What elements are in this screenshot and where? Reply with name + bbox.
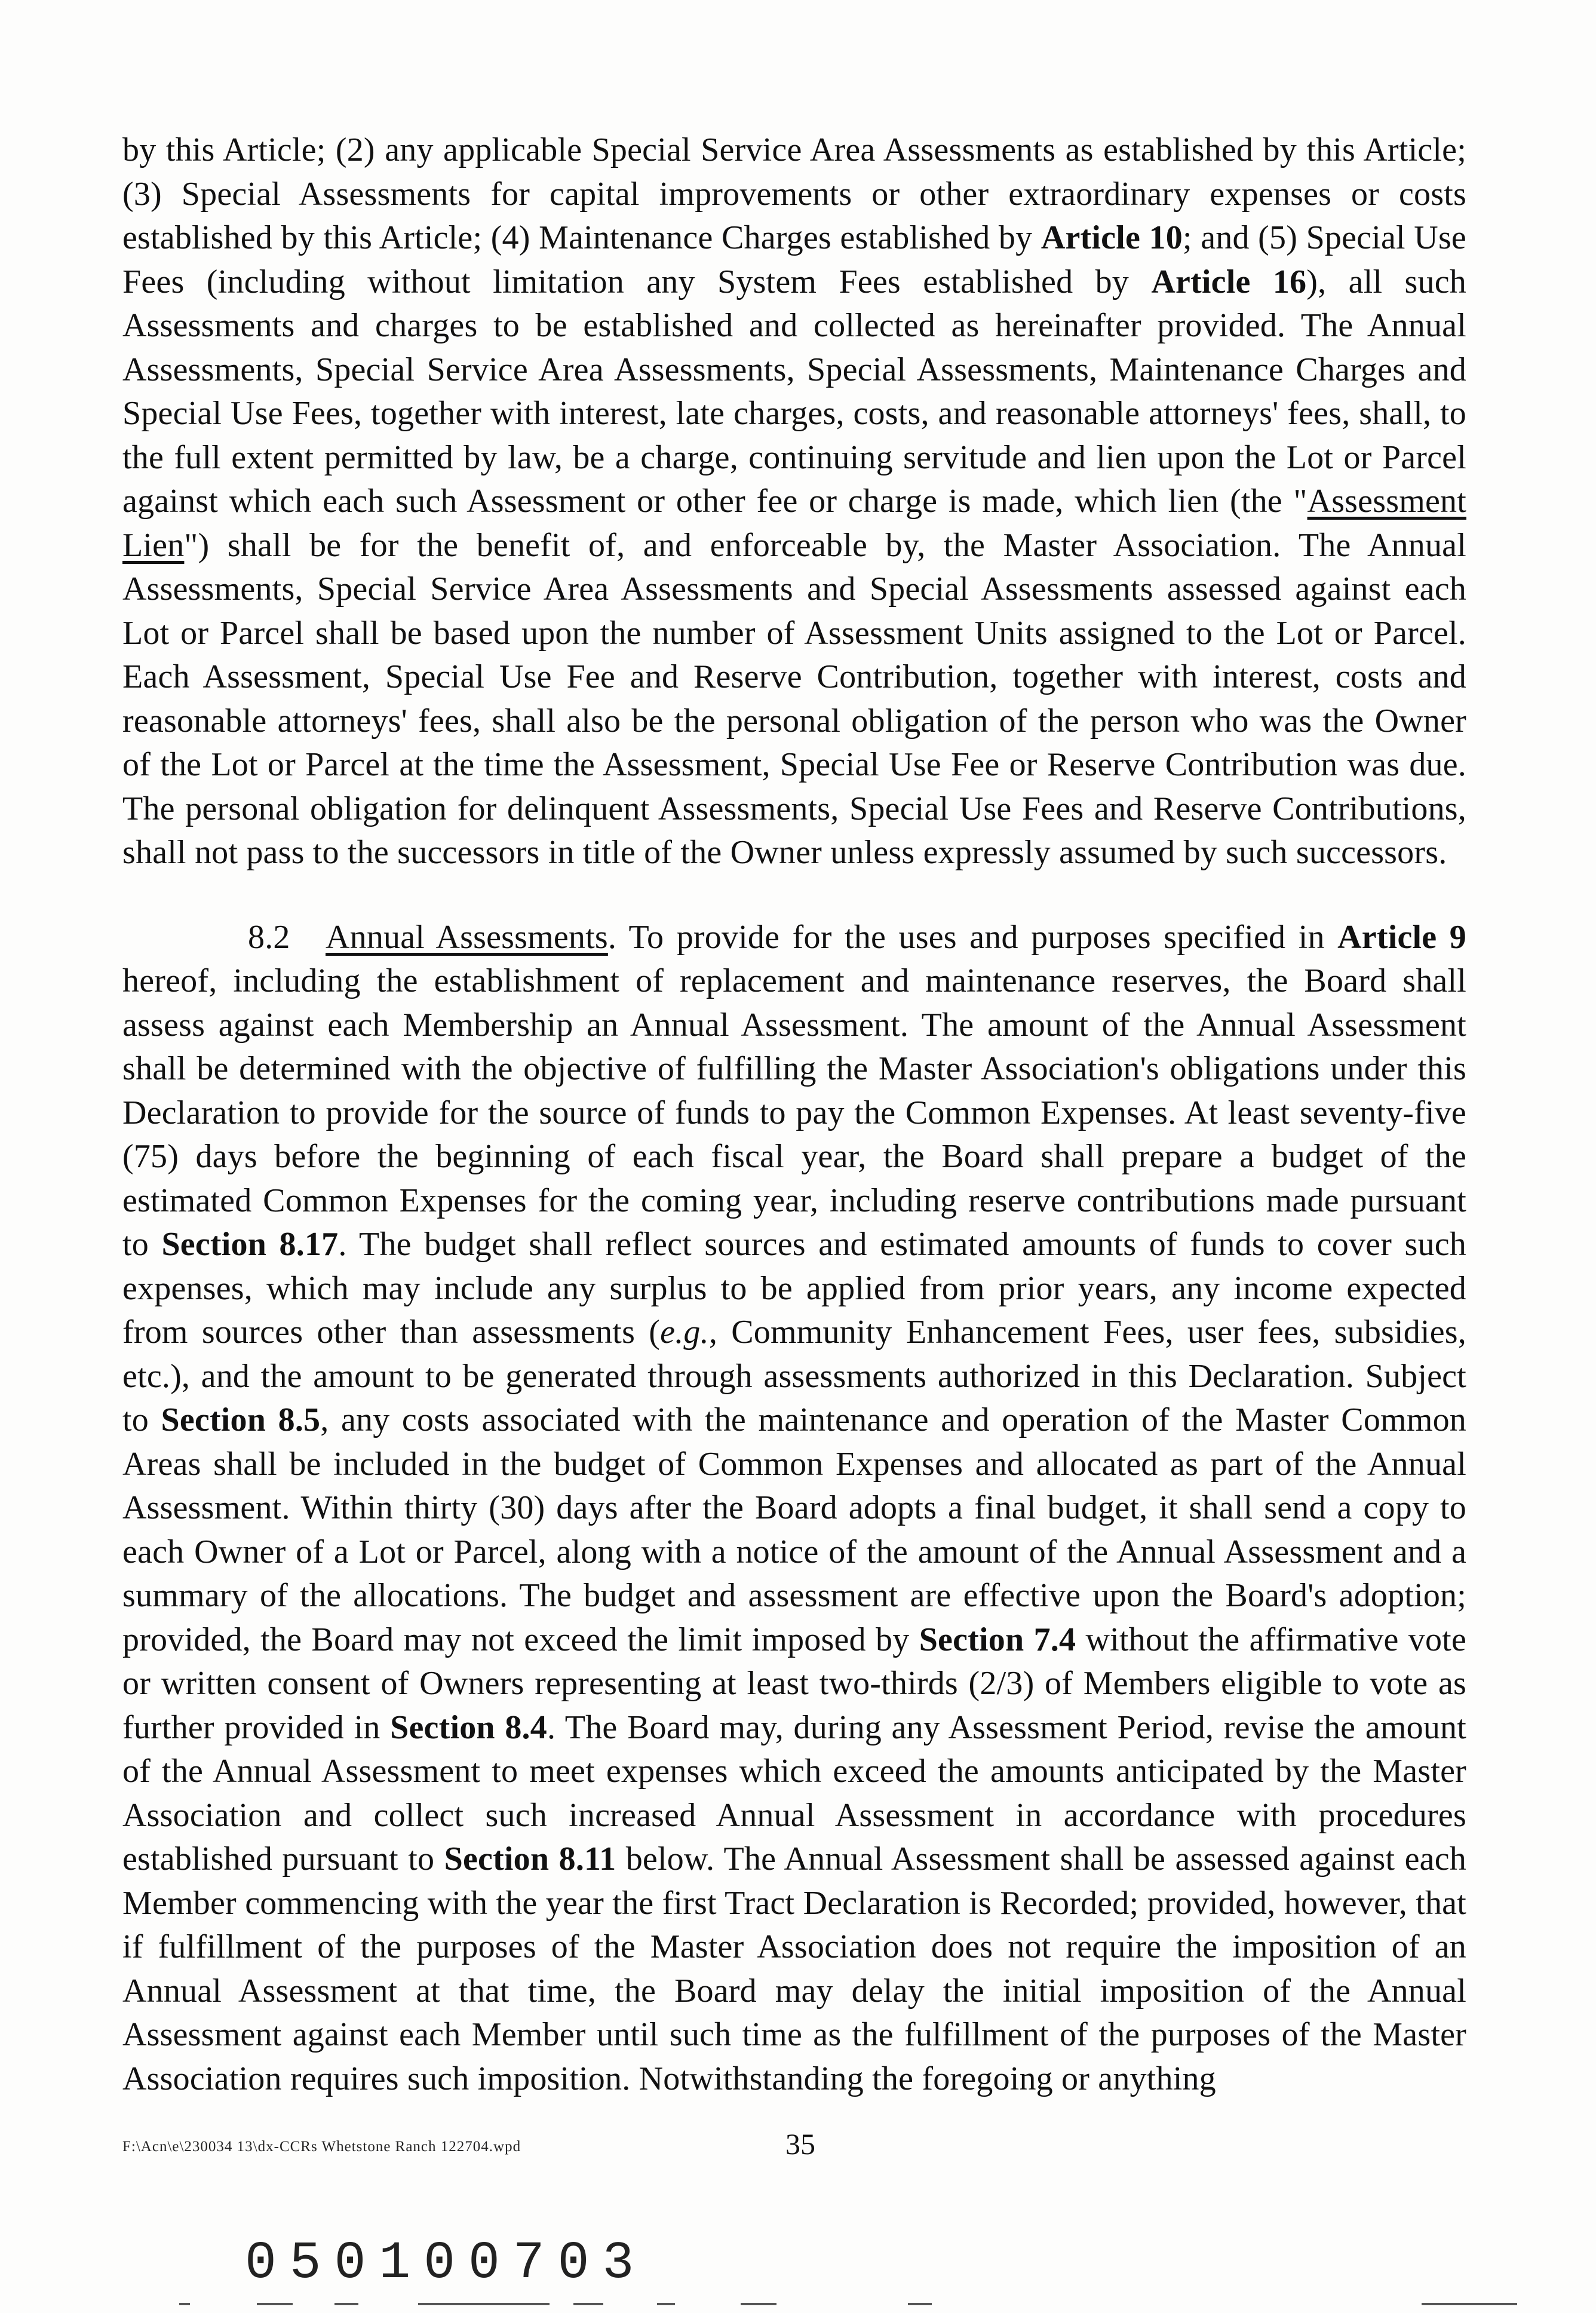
scan-artifact-line	[179, 2303, 190, 2305]
cross-reference: Section 8.4	[390, 1708, 547, 1746]
text-run: . The budget shall reflect sources and estimated amounts of funds to cover such expenses, which may include any surplus to be applied from prior years, any income expected from sources other than assessments (	[122, 1226, 1466, 1351]
text-run: ), all such Assessments and charges to be established and collected as hereinafter provided. The Annual Assessments, Special Service Area Assessments, Special Assessments, Maintenance Charges and Special Use Fees, together with interest, late charges, costs, and reasonable attorneys' fees, shall, to the full extent permitted by law, be a charge, continuing servitude and lien upon the Lot or Parcel against which each such Assessment or other fee or charge is made, which lien (the "	[122, 263, 1466, 520]
cross-reference: Article 9	[1337, 918, 1466, 956]
text-run: ") shall be for the benefit of, and enforceable by, the Master Association. The Annual Assessments, Special Service Area Assessments and Special Assessments assessed against each Lot or Parcel shall be based upon the number of Assessment Units assigned to the Lot or Parcel. Each Assessment, Special Use Fee and Reserve Contribution, together with interest, costs and reasonable attorneys' fees, shall also be the personal obligation of the person who was the Owner of the Lot or Parcel at the time the Assessment, Special Use Fee or Reserve Contribution was due. The personal obligation for delinquent Assessments, Special Use Fees and Reserve Contributions, shall not pass to the successors in title of the Owner unless expressly assumed by such successors.	[122, 526, 1466, 871]
text-run: . The Board may, during any Assessment Period, revise the amount of the Annual Assessment to meet expenses which exceed the amounts anticipated by the Master Association and collect such increased Annual Assessment in accordance with procedures established pursuant to	[122, 1708, 1466, 1878]
document-body	[122, 128, 1466, 2101]
scan-artifact-line	[1422, 2303, 1517, 2305]
cross-reference: Section 8.11	[444, 1840, 616, 1878]
page-number: 35	[785, 2127, 815, 2161]
cross-reference: Section 8.17	[161, 1226, 339, 1263]
scan-artifact-line	[334, 2303, 358, 2305]
cross-reference: Article 16	[1151, 263, 1307, 300]
section-8-2-paragraph	[122, 916, 1466, 2102]
text-run: . To provide for the uses and purposes specified in	[607, 918, 1338, 956]
recording-document-number: 050100703	[245, 2234, 647, 2293]
scan-artifact-line	[741, 2303, 776, 2305]
section-number: 8.2	[248, 918, 290, 956]
text-run: , Community Enhancement Fees, user fees, subsidies, etc.), and the amount to be generated through assessments authorized in this Declaration. Subject to	[122, 1314, 1466, 1438]
text-run: without the affirmative vote or written consent of Owners representing at least two-thirds (2/3) of Members eligible to vote as further provided in	[122, 1621, 1466, 1746]
scan-artifact-line	[257, 2303, 293, 2305]
italic-term: e.g.	[660, 1314, 709, 1351]
scan-artifact-line	[657, 2303, 675, 2305]
text-run: ; and (5) Special Use Fees (including without limitation any System Fees established by	[122, 219, 1466, 300]
text-run: below. The Annual Assessment shall be assessed against each Member commencing with the year the first Tract Declaration is Recorded; provided, however, that if fulfillment of the purposes of the Master Association does not require the imposition of an Annual Assessment at that time, the Board may delay the initial imposition of the Annual Assessment against each Member until such time as the fulfillment of the purposes of the Master Association requires such imposition. Notwithstanding the foregoing or anything	[122, 1840, 1466, 2097]
paragraph-assessments-overview	[122, 128, 1466, 875]
footer-file-path: F:\Acn\e\230034 13\dx-CCRs Whetstone Ranch 122704.wpd	[122, 2139, 521, 2155]
text-run: by this Article; (2) any applicable Special Service Area Assessments as established by this Article; (3) Special Assessments for capital improvements or other extraordinary expenses or costs established by this Article; (4) Maintenance Charges established by	[122, 131, 1466, 256]
scan-artifact-line	[908, 2303, 932, 2305]
cross-reference: Section 7.4	[919, 1621, 1076, 1658]
text-run: , any costs associated with the maintenance and operation of the Master Common Areas shall be included in the budget of Common Expenses and allocated as part of the Annual Assessment. Within thirty (30) days after the Board adopts a final budget, it shall send a copy to each Owner of a Lot or Parcel, along with a notice of the amount of the Annual Assessment and a summary of the allocations. The budget and assessment are effective upon the Board's adoption; provided, the Board may not exceed the limit imposed by	[122, 1401, 1466, 1658]
text-run: hereof, including the establishment of replacement and maintenance reserves, the Board shall assess against each Membership an Annual Assessment. The amount of the Annual Assessment shall be determined with the objective of fulfilling the Master Association's obligations under this Declaration to provide for the source of funds to pay the Common Expenses. At least seventy-five (75) days before the beginning of each fiscal year, the Board shall prepare a budget of the estimated Common Expenses for the coming year, including reserve contributions made pursuant to	[122, 962, 1466, 1263]
cross-reference: Article 10	[1041, 219, 1183, 256]
defined-term: Assessment Lien	[122, 483, 1466, 564]
scan-artifact-line	[573, 2303, 603, 2305]
section-heading: Annual Assessments	[326, 918, 608, 956]
cross-reference: Section 8.5	[161, 1401, 321, 1438]
scan-artifact-line	[418, 2303, 550, 2305]
